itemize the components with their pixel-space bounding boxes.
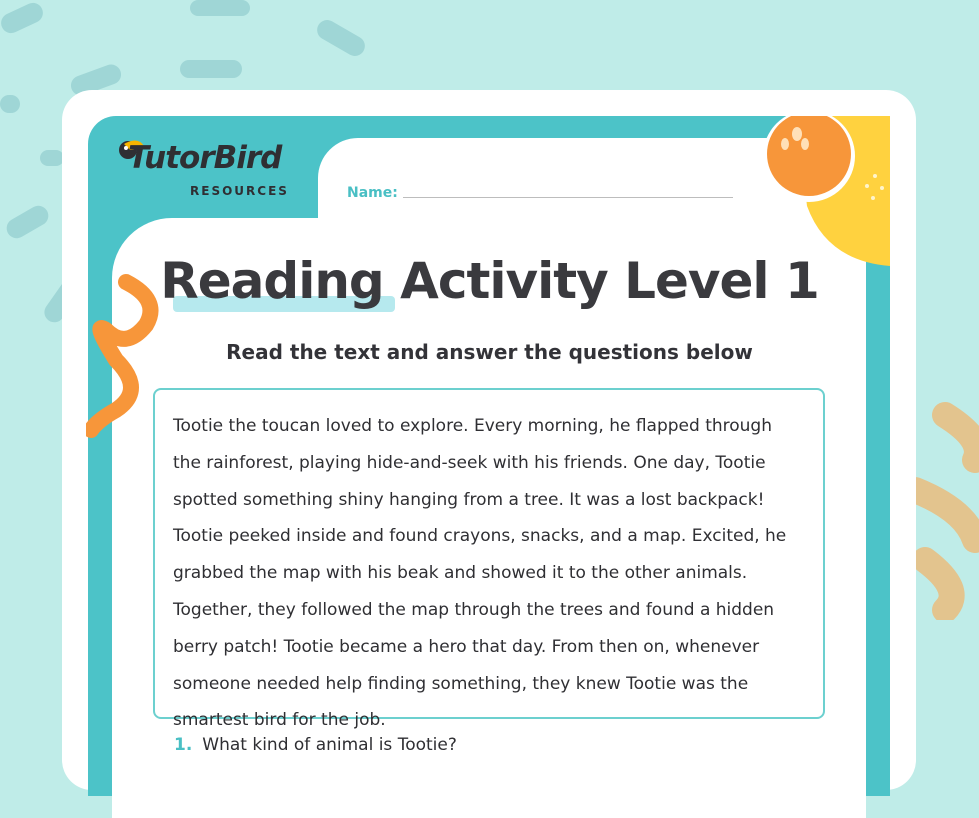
- reading-passage-box: [153, 388, 825, 731]
- background-dash: [0, 95, 20, 113]
- background-dash: [3, 202, 52, 242]
- background-dash: [40, 150, 64, 166]
- background-dash: [313, 16, 368, 59]
- page-title: Reading Activity Level 1: [160, 252, 819, 310]
- question-item: [174, 735, 457, 755]
- name-input-line[interactable]: [403, 197, 733, 198]
- page-subtitle: Read the text and answer the questions below: [226, 340, 753, 364]
- brand-name: TutorBird: [128, 140, 282, 176]
- question-text: What kind of animal is Tootie?: [202, 735, 457, 755]
- background-dash: [190, 0, 250, 16]
- brand-subtitle: RESOURCES: [190, 184, 289, 198]
- fruit-decoration: [757, 116, 890, 266]
- background-dash: [180, 60, 242, 78]
- question-number: 1.: [174, 735, 193, 755]
- background-dash: [0, 0, 46, 36]
- tan-squiggle-decoration: [905, 400, 979, 620]
- name-label: Name:: [347, 185, 398, 201]
- reading-passage-text: Tootie the toucan loved to explore. Every morning, he flapped through the rainforest, playing hide-and-seek with his friends. One day, Tootie spotted something shiny hanging from a tree. It was a lost backpack! Tootie peeked inside and found crayons, snacks, and a map. Excited, he grabbed the map with his beak and showed it to the other animals. Together, they followed the map through the trees and found a hidden berry patch! Tootie became a hero that day. From then on, whenever someone needed help finding something, they knew Tootie was the smartest bird for the job.: [173, 416, 787, 731]
